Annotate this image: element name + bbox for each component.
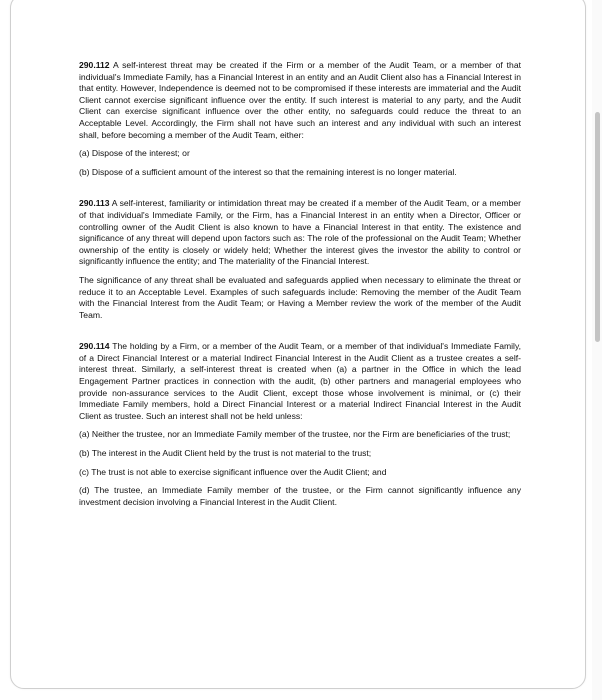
list-item: (d) The trustee, an Immediate Family member of the trustee, or the Firm cannot significantly influence any investment decision involving a Financial Interest in the Audit Client. (79, 485, 521, 507)
document-content (79, 60, 521, 528)
paragraph (79, 60, 521, 141)
section-290-113 (79, 198, 521, 321)
section-290-112 (79, 60, 521, 178)
paragraph-text: A self-interest threat may be created if the Firm or a member of the Audit Team, or a member of that individual's Immediate Family, has a Financial Interest in an entity and an Audit Client also has a Financial Interest in that entity. However, Independence is deemed not to be compromised if these interests are immaterial and the Audit Client cannot exercise significant influence over the entity. If such interest is material to any party, and the Audit Client can exercise significant influence over the other entity, no safeguards could reduce the threat to an Acceptable Level. Accordingly, the Firm shall not have such an interest and any individual with such an interest shall, before becoming a member of the Audit Team, either: (79, 60, 521, 140)
paragraph-text: The holding by a Firm, or a member of the Audit Team, or a member of that individual's Immediate Family, of a Direct Financial Interest or a material Indirect Financial Interest in the Audit Client as a trustee creates a self-interest threat. Similarly, a self-interest threat is created when (a) a partner in the Office in which the lead Engagement Partner practices in connection with the audit, (b) other partners and managerial employees who provide non-assurance services to the Audit Client, except those whose involvement is minimal, or (c) their Immediate Family members, hold a Direct Financial Interest or a material Indirect Financial Interest in the Audit Client as trustee. Such an interest shall not be held unless: (79, 341, 521, 421)
section-290-114 (79, 341, 521, 508)
section-number: 290.113 (79, 198, 110, 209)
list-item: (a) Neither the trustee, nor an Immediate Family member of the trustee, nor the Firm are beneficiaries of the trust; (79, 429, 511, 440)
list-item: (a) Dispose of the interest; or (79, 148, 190, 159)
paragraph (79, 198, 521, 268)
section-number: 290.112 (79, 60, 110, 70)
scrollbar-track[interactable] (592, 0, 602, 700)
paragraph (79, 341, 521, 422)
list-item: (c) The trust is not able to exercise significant influence over the Audit Client; and (79, 466, 387, 477)
scrollbar-thumb[interactable] (595, 112, 600, 342)
list-item: (b) Dispose of a sufficient amount of the interest so that the remaining interest is no longer material. (79, 166, 457, 177)
section-number: 290.114 (79, 341, 110, 352)
list-item: (b) The interest in the Audit Client held by the trust is not material to the trust; (79, 448, 372, 459)
paragraph: The significance of any threat shall be evaluated and safeguards applied when necessary to eliminate the threat or reduce it to an Acceptable Level. Examples of such safeguards include: Removing the member of the Audit Team with the Financial Interest from the Audit Team; or Having a Member review the work of the member of the Audit Team. (79, 274, 521, 320)
paragraph-text: A self-interest, familiarity or intimidation threat may be created if a member of the Audit Team, or a member of that individual's Immediate Family, or the Firm, has a Financial Interest in an entity when a Director, Officer or controlling owner of the Audit Client is also known to have a Financial Interest in that entity. The existence and significance of any threat will depend upon factors such as: The role of the professional on the Audit Team; Whether ownership of the entity is closely or widely held; Whether the interest gives the investor the ability to control or significantly influence the entity; and The materiality of the Financial Interest. (79, 198, 521, 267)
